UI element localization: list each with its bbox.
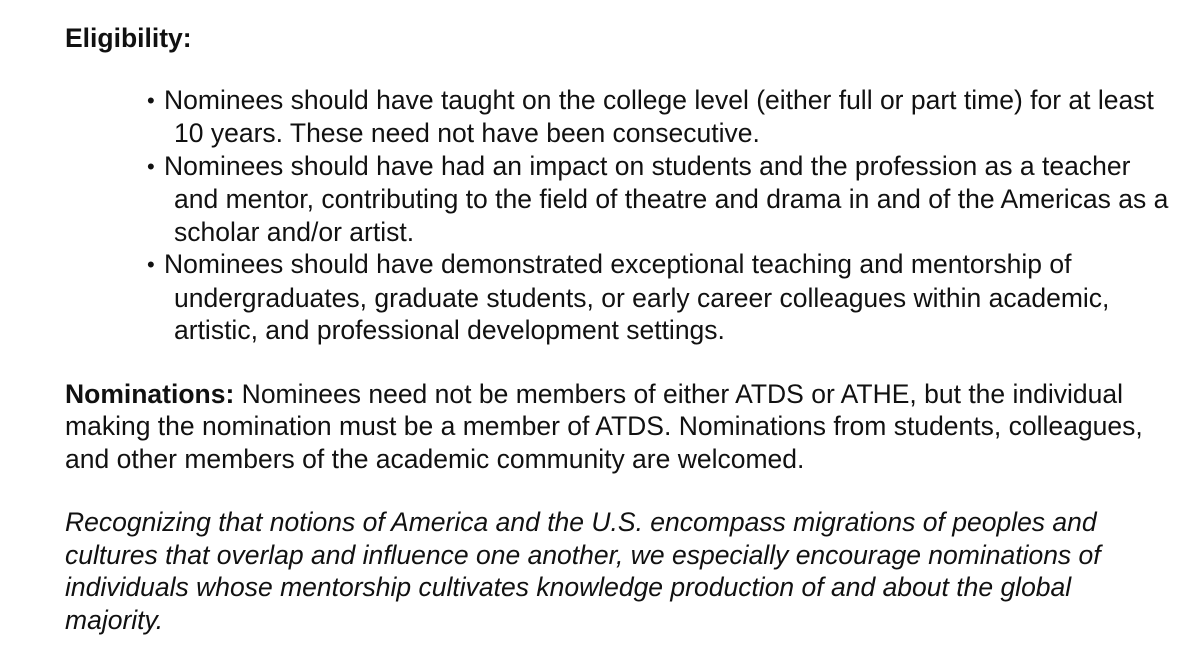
nominations-label: Nominations:: [65, 378, 235, 409]
bullet-icon: •: [147, 87, 155, 113]
eligibility-heading: Eligibility:: [65, 23, 192, 53]
bullet-icon: •: [147, 153, 155, 179]
nominations-paragraph: [65, 378, 1175, 476]
nominations-text: Nominees need not be members of either ATDS or ATHE, but the individual making the nomination must be a member of ATDS. Nominations from students, colleagues, and other members of the academic community are welcomed.: [65, 378, 1143, 474]
list-item: [131, 248, 1175, 347]
list-item: [131, 150, 1175, 249]
document-body: [65, 22, 1175, 636]
eligibility-list: [65, 84, 1175, 347]
statement-paragraph: Recognizing that notions of America and the U.S. encompass migrations of peoples and cultures that overlap and influence one another, we especially encourage nominations of individuals whose mentorship cultivates knowledge production of and about the global majority.: [65, 507, 1101, 635]
list-item-text: Nominees should have taught on the college level (either full or part time) for at least 10 years. These need not have been consecutive.: [164, 84, 1154, 148]
list-item-text: Nominees should have had an impact on students and the profession as a teacher and mentor, contributing to the field of theatre and drama in and of the Americas as a scholar and/or artist.: [164, 150, 1169, 247]
list-item-text: Nominees should have demonstrated exceptional teaching and mentorship of undergraduates, graduate students, or early career colleagues within academic, artistic, and professional development settings.: [164, 249, 1110, 345]
list-item: [131, 84, 1175, 150]
bullet-icon: •: [147, 252, 155, 277]
